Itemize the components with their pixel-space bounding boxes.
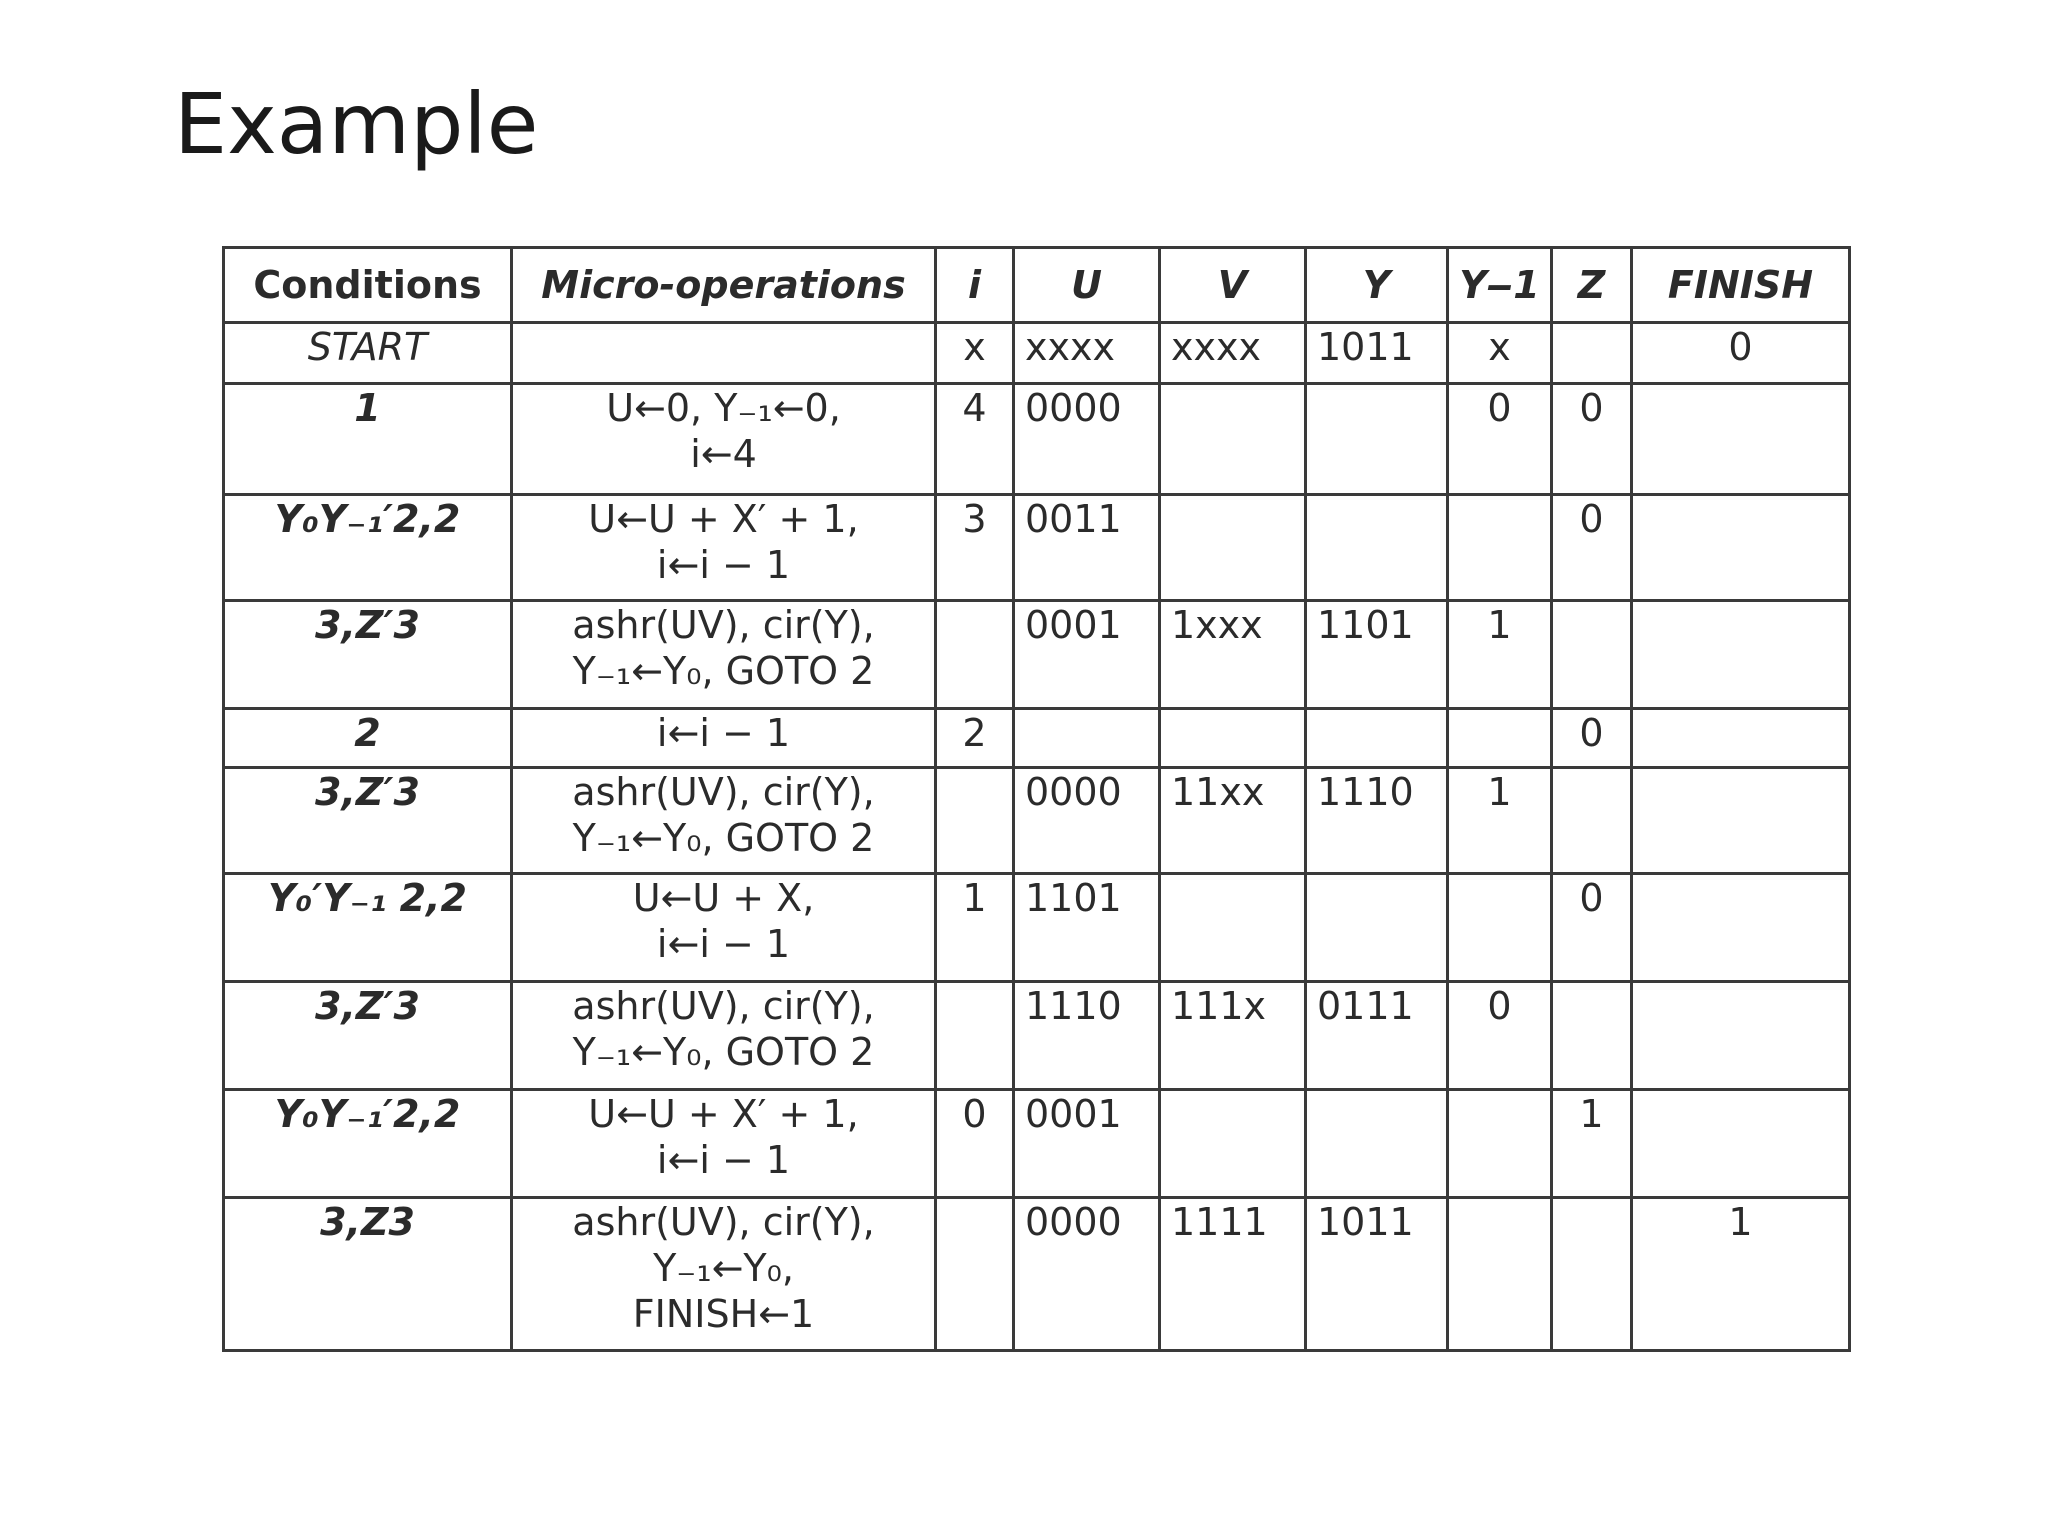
micro-operations-table [222,246,1851,1352]
micro-operation-line: ashr(UV), cir(Y), [572,770,875,815]
micro-operation-line: i←4 [690,432,757,477]
cell-finish [1632,874,1850,982]
cell-y-minus-1: x [1448,323,1552,384]
cell-micro-operations [512,874,936,982]
cell-z [1552,982,1632,1090]
table-row [224,323,1850,384]
micro-operation-line: i←i − 1 [656,1138,791,1183]
header-v: V [1160,248,1306,323]
micro-operations-table-container [222,246,1848,1352]
cell-i [936,982,1014,1090]
cell-finish [1632,708,1850,767]
micro-operation-line: Y₋₁←Y₀, GOTO 2 [572,1030,875,1075]
cell-i [936,600,1014,708]
cell-v [1160,1090,1306,1198]
cell-micro-operations [512,1198,936,1351]
cell-condition: 2 [224,708,512,767]
cell-i: x [936,323,1014,384]
header-u: U [1014,248,1160,323]
cell-v: xxxx [1160,323,1306,384]
cell-u: 0001 [1014,600,1160,708]
cell-u: 1101 [1014,874,1160,982]
header-z: Z [1552,248,1632,323]
cell-y-minus-1: 0 [1448,982,1552,1090]
micro-operation-line: ashr(UV), cir(Y), [572,1200,875,1245]
cell-micro-operations [512,708,936,767]
cell-finish: 0 [1632,323,1850,384]
cell-y [1306,708,1448,767]
cell-i: 3 [936,494,1014,600]
table-row [224,384,1850,494]
cell-v: 1xxx [1160,600,1306,708]
cell-z: 0 [1552,384,1632,494]
cell-u: 0000 [1014,1198,1160,1351]
cell-y: 0111 [1306,982,1448,1090]
table-body [224,323,1850,1351]
micro-operation-line: Y₋₁←Y₀, [653,1246,794,1291]
cell-u: 1110 [1014,982,1160,1090]
cell-condition: 3,Z′3 [224,982,512,1090]
cell-u: 0001 [1014,1090,1160,1198]
cell-y: 1011 [1306,1198,1448,1351]
cell-condition: 3,Z3 [224,1198,512,1351]
cell-v: 111x [1160,982,1306,1090]
header-y-minus-1: Y‒1 [1448,248,1552,323]
cell-z [1552,600,1632,708]
cell-u [1014,708,1160,767]
cell-z: 0 [1552,494,1632,600]
cell-v [1160,384,1306,494]
cell-micro-operations [512,384,936,494]
cell-condition: 1 [224,384,512,494]
cell-condition: Y₀Y₋₁′2,2 [224,494,512,600]
cell-i [936,768,1014,874]
cell-y-minus-1 [1448,874,1552,982]
micro-operation-line: FINISH←1 [632,1292,815,1337]
cell-z [1552,768,1632,874]
cell-finish [1632,600,1850,708]
cell-finish [1632,768,1850,874]
cell-u: 0000 [1014,384,1160,494]
cell-micro-operations [512,494,936,600]
cell-micro-operations [512,323,936,384]
cell-z [1552,1198,1632,1351]
header-y: Y [1306,248,1448,323]
cell-condition: 3,Z′3 [224,768,512,874]
table-row [224,874,1850,982]
cell-y-minus-1: 1 [1448,600,1552,708]
cell-y-minus-1 [1448,708,1552,767]
slide-title: Example [174,75,539,173]
table-row [224,1198,1850,1351]
cell-z [1552,323,1632,384]
cell-z: 0 [1552,874,1632,982]
cell-y-minus-1: 1 [1448,768,1552,874]
cell-i: 1 [936,874,1014,982]
micro-operation-line: i←i − 1 [656,542,791,587]
cell-y: 1101 [1306,600,1448,708]
cell-finish [1632,494,1850,600]
cell-condition: START [224,323,512,384]
micro-operation-line: U←U + X, [632,876,815,921]
cell-z: 1 [1552,1090,1632,1198]
micro-operation-line: U←0, Y₋₁←0, [606,386,841,431]
cell-y-minus-1 [1448,494,1552,600]
header-conditions: Conditions [224,248,512,323]
cell-i: 4 [936,384,1014,494]
cell-u: 0011 [1014,494,1160,600]
micro-operation-line: U←U + X′ + 1, [588,496,859,541]
cell-v [1160,708,1306,767]
micro-operation-line: ashr(UV), cir(Y), [572,984,875,1029]
cell-y-minus-1: 0 [1448,384,1552,494]
micro-operation-line: Y₋₁←Y₀, GOTO 2 [572,648,875,693]
cell-micro-operations [512,1090,936,1198]
cell-y [1306,384,1448,494]
cell-y [1306,494,1448,600]
cell-finish [1632,1090,1850,1198]
cell-y-minus-1 [1448,1198,1552,1351]
header-finish: FINISH [1632,248,1850,323]
cell-y [1306,874,1448,982]
cell-z: 0 [1552,708,1632,767]
table-row [224,708,1850,767]
cell-v: 1111 [1160,1198,1306,1351]
table-row [224,494,1850,600]
cell-condition: Y₀′Y₋₁ 2,2 [224,874,512,982]
cell-condition: Y₀Y₋₁′2,2 [224,1090,512,1198]
cell-y-minus-1 [1448,1090,1552,1198]
table-header-row [224,248,1850,323]
micro-operation-line: ashr(UV), cir(Y), [572,602,875,647]
cell-i [936,1198,1014,1351]
cell-finish [1632,384,1850,494]
cell-y: 1011 [1306,323,1448,384]
micro-operation-line: i←i − 1 [656,922,791,967]
micro-operation-line: i←i − 1 [656,710,791,755]
cell-micro-operations [512,982,936,1090]
header-micro-operations: Micro-operations [512,248,936,323]
cell-v: 11xx [1160,768,1306,874]
cell-y: 1110 [1306,768,1448,874]
cell-i: 2 [936,708,1014,767]
cell-finish [1632,982,1850,1090]
table-row [224,982,1850,1090]
cell-micro-operations [512,600,936,708]
header-i: i [936,248,1014,323]
table-row [224,600,1850,708]
cell-finish: 1 [1632,1198,1850,1351]
cell-u: xxxx [1014,323,1160,384]
cell-micro-operations [512,768,936,874]
micro-operation-line: U←U + X′ + 1, [588,1092,859,1137]
cell-u: 0000 [1014,768,1160,874]
cell-v [1160,494,1306,600]
cell-y [1306,1090,1448,1198]
micro-operation-line: Y₋₁←Y₀, GOTO 2 [572,816,875,861]
cell-condition: 3,Z′3 [224,600,512,708]
table-row [224,1090,1850,1198]
cell-v [1160,874,1306,982]
cell-i: 0 [936,1090,1014,1198]
table-row [224,768,1850,874]
